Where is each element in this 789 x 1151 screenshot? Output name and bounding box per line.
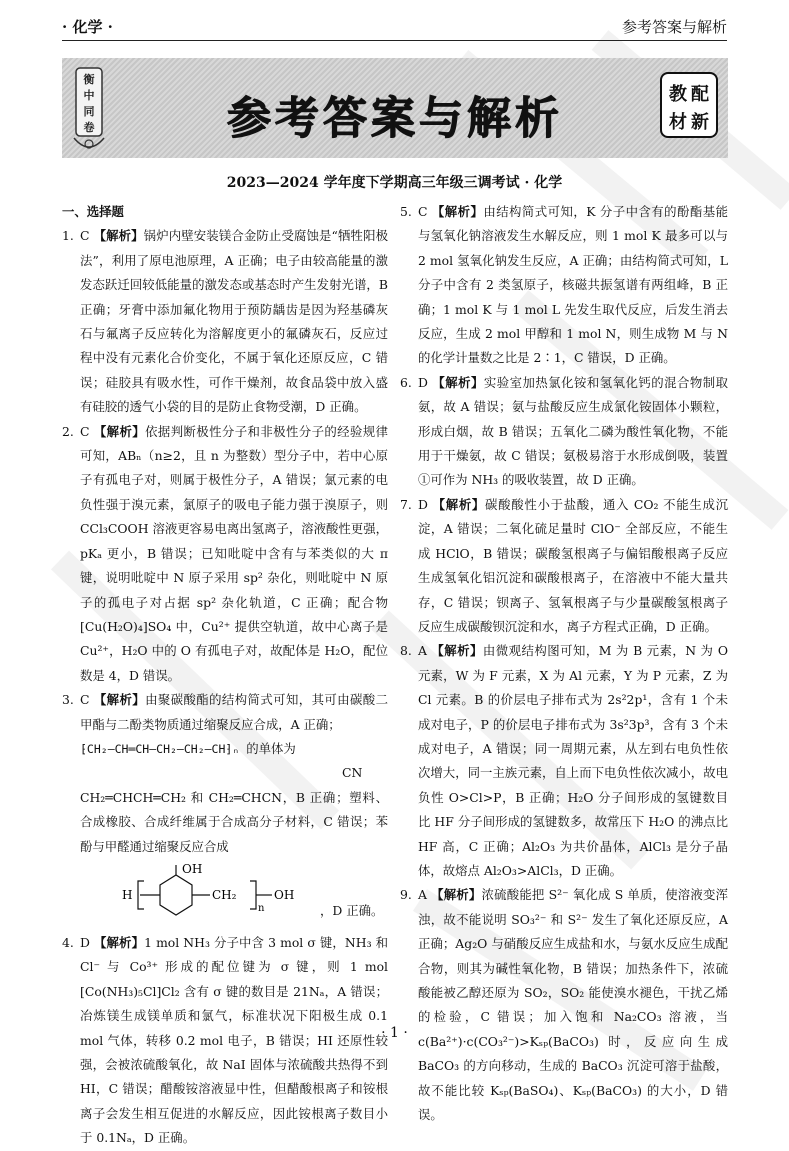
analysis-tag: 【解析】 (94, 934, 145, 950)
page-number: · 1 · (381, 1025, 408, 1041)
item-number: 8. (400, 643, 412, 659)
stamp-char: 新 (691, 112, 709, 133)
oh-end-label: OH (274, 887, 295, 902)
header-divider (62, 40, 727, 41)
ch2-label: CH₂ (212, 887, 237, 902)
formula-tail: 的单体为 (246, 740, 296, 756)
oh-label: OH (182, 862, 203, 876)
stamp-char: 教 (669, 84, 687, 105)
item-text: CH₂═CHCH═CH₂ 和 CH₂═CHCN，B 正确；塑料、合成橡胶、合成纤维属于合成高分子材料，C 错误；苯酚与甲醛通过缩聚反应合成 (80, 789, 388, 854)
item-number: 1. (62, 228, 74, 244)
stamp-char: 配 (691, 84, 709, 105)
item-answer: D (418, 496, 428, 512)
item-number: 2. (62, 423, 74, 439)
item-answer: D (418, 374, 428, 390)
item-text: 1 mol NH₃ 分子中含 3 mol σ 键，NH₃ 和 Cl⁻ 与 Co³⁺ 形成的配位键为 σ 键，则 1 mol [Co(NH₃)₅Cl]Cl₂ 含有 σ 键的数目是 21Nₐ，A 错误；冶炼镁生成镁单质和氯气，标准状况下阳极生成 0.1 mol 气体，转移 0.2 mol 电子，B 错误；HI 还原性较强，会被浓硫酸氧化，故 NaI 固体与浓硫酸共热得不到 HI，C 错误；醋酸铵溶液显中性，但醋酸根离子和铵根离子会发生相互促进的水解反应，因此铵根离子数目小于 0.1Nₐ，D 正确。 (80, 934, 388, 1146)
item-answer: C (80, 423, 90, 439)
analysis-tag: 【解析】 (431, 643, 483, 659)
left-column (62, 200, 388, 1151)
subject-label: · 化学 · (62, 18, 113, 36)
item-text: ，D 正确。 (320, 902, 384, 918)
h-label: H (122, 887, 133, 902)
formula-text: ⁅CH₂—CH═CH—CH₂—CH₂—CH⁆ₙ (80, 741, 240, 756)
phenol-resin-structure (80, 859, 388, 931)
item-number: 7. (400, 496, 412, 512)
exam-title: 2023—2024 学年度下学期高三年级三调考试 · 化学 (226, 175, 563, 191)
answer-item (62, 420, 388, 688)
item-text: 碳酸酸性小于盐酸，通入 CO₂ 不能生成沉淀，A 错误；二氧化硫足量时 ClO⁻ 全部反应，不能生成 HClO，B 错误；碳酸氢根离子与偏铝酸根离子反应生成氢氧化铝沉淀和碳酸根离子，在溶液中不能大量共存，C 错误；钡离子、氢氧根离子与少量碳酸氢根离子反应生成碳酸钡沉淀和水，离子方程式正确，D 正确。 (418, 496, 728, 634)
item-number: 3. (62, 692, 74, 708)
item-answer: A (418, 643, 427, 659)
scroll-label: 衡中同卷 (83, 73, 95, 134)
analysis-tag: 【解析】 (93, 423, 146, 439)
item-text: 依据判断极性分子和非极性分子的经验规律可知，ABₙ（n≥2，且 n 为整数）型分子中，若中心原子有孤电子对，则属于极性分子，A 错误；氯元素的电负性强于溴元素，氯原子的吸电子能力强于溴原子，则 CCl₃COOH 溶液更容易电离出氢离子，溶液酸性更强，pKₐ 更小，B 错误；已知吡啶中含有与苯类似的大 π 键，说明吡啶中 N 原子采用 sp² 杂化，则吡啶中 N 原子的孤电子对占据 sp² 杂化轨道，C 正确；配合物 [Cu(H₂O)₄]SO₄ 中，Cu²⁺ 提供空轨道，故中心离子是 Cu²⁺，H₂O 中的 O 有孤电子对，故配体是 H₂O，配位数是 4，D 错误。 (80, 423, 388, 683)
stamp-badge (660, 72, 718, 138)
item-text: 锅炉内壁安装镁合金防止受腐蚀是“牺牲阳极法”，利用了原电池原理，A 正确；电子由较高能量的激发态跃迁回较低能量的激发态或基态时产生发射光谱，B 正确；牙膏中添加氟化物用于预防龋齿是因为羟基磷灰石与氟离子反应转化为溶解度更小的氟磷灰石，反应过程中没有元素化合价变化，不属于氧化还原反应，C 错误；硅胶具有吸水性，可作干燥剂，故食品袋中放入盛有硅胶的透气小袋的目的是防止食物受潮，D 正确。 (80, 228, 388, 415)
answer-item (400, 200, 728, 371)
answer-item (400, 493, 728, 639)
item-number: 5. (400, 204, 412, 219)
item-number: 6. (400, 374, 412, 390)
analysis-tag: 【解析】 (431, 204, 484, 219)
stamp-char: 材 (669, 112, 687, 133)
analysis-tag: 【解析】 (432, 496, 486, 512)
title-banner (62, 58, 728, 158)
item-text: 由结构简式可知，K 分子中含有的酚酯基能与氢氧化钠溶液发生水解反应，则 1 mol K 最多可以与 2 mol 氢氧化钠发生反应，A 正确；由结构简式可知，L 分子中含有 2 类氢原子，核磁共振氢谱有两组峰，B 正确；1 mol K 与 1 mol L 先发生取代反应，后发生消去反应，生成 2 mol 甲醇和 1 mol N，则生成物 M 与 N 的化学计量数之比是 2∶1，C 错误，D 正确。 (418, 204, 728, 366)
analysis-tag: 【解析】 (431, 887, 482, 903)
item-answer: D (80, 934, 90, 950)
polymer-formula (80, 737, 388, 761)
item-text: 由微观结构图可知，M 为 B 元素，N 为 O 元素，W 为 F 元素，X 为 Al 元素，Y 为 P 元素，Z 为 Cl 元素。B 的价层电子排布式为 2s²2p¹，含有 1 个未成对电子，P 的价层电子排布式为 3s²3p³，含有 3 个未成对电子，A 错误；同一周期元素，从左到右电负性依次增大，同一主族元素，自上而下电负性依次减小，故电负性 O>Cl>P，B 正确；H₂O 分子间形成的氢键数目比 HF 分子间形成的氢键数多，故常压下 H₂O 的沸点比 HF 高，C 正确；Al₂O₃ 为共价晶体，AlCl₃ 是分子晶体，故熔点 Al₂O₃>AlCl₃，D 正确。 (418, 643, 728, 878)
right-column (400, 200, 728, 1127)
answer-item (400, 371, 728, 493)
item-answer: C (418, 204, 428, 219)
item-text: 实验室加热氯化铵和氢氧化钙的混合物制取氨，故 A 错误；氨与盐酸反应生成氯化铵固体小颗粒，形成白烟，故 B 错误；五氧化二磷为酸性氧化物，不能用于干燥氨，故 C 错误；氨极易溶于水形成倒吸，装置①可作为 NH₃ 的吸收装置，故 D 正确。 (418, 374, 729, 488)
page-header (62, 8, 727, 38)
item-text: 浓硫酸能把 S²⁻ 氧化成 S 单质，使溶液变浑浊，故不能说明 SO₃²⁻ 和 S²⁻ 发生了氧化还原反应，A 正确；Ag₂O 与硝酸反应生成盐和水，与氨水反应生成配合物，则其为碱性氧化物，B 错误；加热条件下，浓硫酸能被乙醇还原为 SO₂，SO₂ 能使溴水褪色，干扰乙烯的检验，C 错误；加入饱和 Na₂CO₃ 溶液，当 c(Ba²⁺)·c(CO₃²⁻)>Kₛₚ(BaCO₃) 时，反应向生成 BaCO₃ 的方向移动，生成的 BaCO₃ 沉淀可溶于盐酸，故不能比较 Kₛₚ(BaSO₄)、Kₛₚ(BaCO₃) 的大小，D 错误。 (418, 887, 728, 1123)
analysis-tag: 【解析】 (432, 374, 484, 390)
item-number: 4. (62, 934, 74, 950)
item-answer: A (418, 887, 427, 903)
banner-title: 参考答案与解析 (227, 93, 563, 144)
answer-item (62, 224, 388, 419)
analysis-tag: 【解析】 (93, 228, 144, 244)
answer-item (400, 883, 728, 1127)
analysis-tag: 【解析】 (93, 692, 146, 708)
item-text: 由聚碳酸酯的结构简式可知，其可由碳酸二甲酯与二酚类物质通过缩聚反应合成，A 正确； (80, 692, 388, 732)
section-label: 参考答案与解析 (621, 18, 727, 36)
n-label: n (258, 902, 265, 914)
answer-item (62, 688, 388, 931)
answer-item (400, 639, 728, 883)
cn-substituent: CN (342, 765, 363, 781)
item-answer: C (80, 228, 90, 244)
item-number: 9. (400, 887, 412, 903)
item-answer: C (80, 692, 90, 708)
section-title: 一、选择题 (62, 204, 124, 219)
